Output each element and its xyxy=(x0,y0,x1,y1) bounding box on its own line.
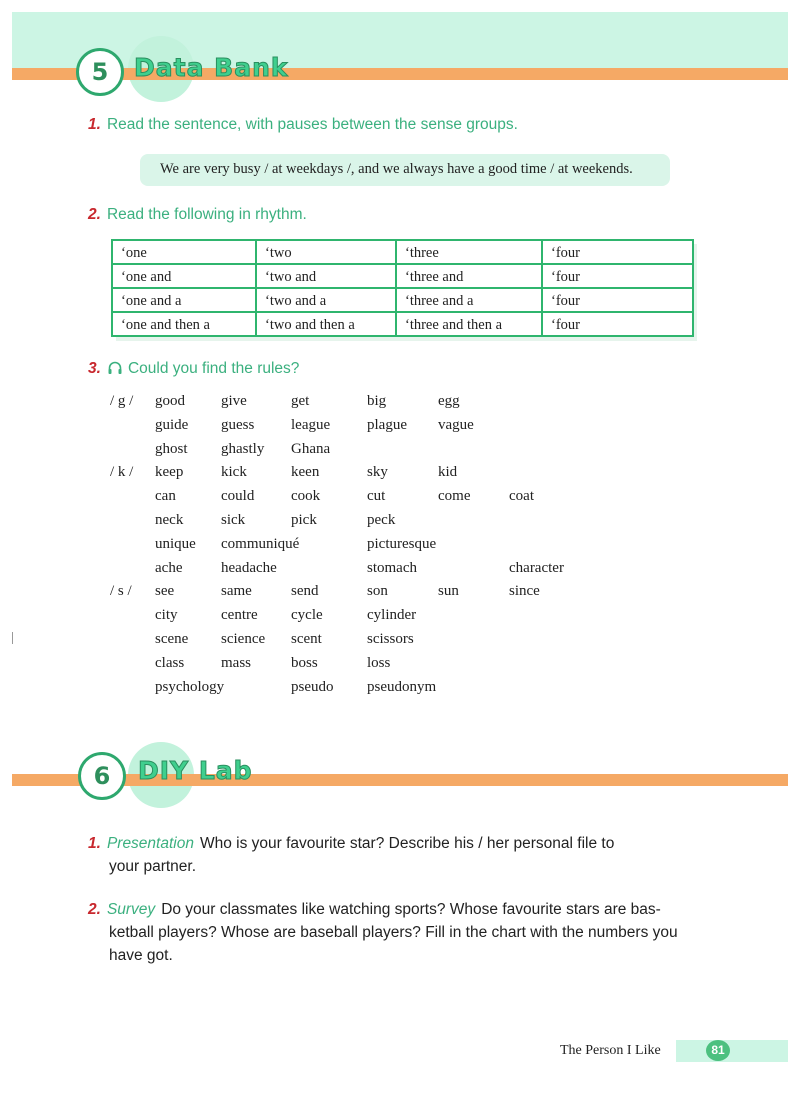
task-2-text: Read the following in rhythm. xyxy=(106,206,307,223)
table-cell: ‘two xyxy=(256,240,396,264)
example-word: get xyxy=(291,393,310,409)
example-word: unique xyxy=(155,535,196,552)
section-6-title: DIY Lab xyxy=(138,756,253,785)
example-word: centre xyxy=(221,607,258,624)
task-2-number: 2. xyxy=(88,206,101,223)
example-word: see xyxy=(155,583,175,600)
diy-task-2-number: 2. xyxy=(88,901,101,918)
table-cell: ‘two and xyxy=(256,264,396,288)
diy-task-2-keyword: Survey xyxy=(106,901,156,918)
example-word: cut xyxy=(367,488,386,505)
table-cell: ‘one xyxy=(112,240,256,264)
task-1-instruction xyxy=(88,116,518,134)
example-word: neck xyxy=(155,512,184,528)
section-6-number: 6 xyxy=(93,762,111,790)
table-cell: ‘one and xyxy=(112,264,256,288)
diy-task-1-line-1: Who is your favourite star? Describe his / her personal file to xyxy=(199,835,615,852)
table-cell: ‘four xyxy=(542,240,693,264)
diy-task-1-number: 1. xyxy=(88,835,101,852)
example-word: cylinder xyxy=(367,607,417,624)
example-word: vague xyxy=(438,416,474,433)
example-word: league xyxy=(291,416,331,433)
rhythm-table xyxy=(111,239,694,337)
example-word: character xyxy=(509,559,564,576)
example-word: kid xyxy=(438,464,458,481)
table-cell: ‘three xyxy=(396,240,542,264)
example-word: good xyxy=(155,393,185,409)
table-cell: ‘one and then a xyxy=(112,312,256,336)
example-word: could xyxy=(221,488,255,505)
example-word: guess xyxy=(221,416,255,433)
example-word: since xyxy=(509,583,540,600)
example-word: scissors xyxy=(367,631,414,647)
table-cell: ‘three and xyxy=(396,264,542,288)
example-word: ache xyxy=(155,559,183,576)
example-word: keep xyxy=(155,464,184,481)
table-row xyxy=(112,264,693,288)
footer-band xyxy=(676,1040,788,1062)
example-word: sky xyxy=(367,464,388,481)
example-word: give xyxy=(221,393,247,409)
example-word: pseudo xyxy=(291,678,334,695)
task-2-instruction xyxy=(88,206,307,224)
task-3-number: 3. xyxy=(88,360,101,377)
example-word: egg xyxy=(438,393,460,409)
section-6-number-badge xyxy=(78,752,126,800)
sound-label: / g / xyxy=(110,393,134,409)
example-word: same xyxy=(221,583,252,600)
example-word: scent xyxy=(291,631,322,647)
example-word: mass xyxy=(221,654,251,671)
diy-task-2 xyxy=(88,898,678,967)
table-cell: ‘two and a xyxy=(256,288,396,312)
sound-label: / k / xyxy=(110,464,134,481)
example-word: picturesque xyxy=(367,535,437,552)
example-word: can xyxy=(155,488,176,505)
example-word: coat xyxy=(509,488,534,505)
table-cell: ‘three and a xyxy=(396,288,542,312)
task-1-text: Read the sentence, with pauses between the sense groups. xyxy=(106,116,518,133)
example-word: plague xyxy=(367,416,407,433)
table-cell: ‘three and then a xyxy=(396,312,542,336)
diy-task-2-line-1: Do your classmates like watching sports? Whose favourite stars are bas- xyxy=(161,901,661,918)
margin-mark xyxy=(12,632,13,644)
section-5-bar xyxy=(12,68,788,80)
example-word: come xyxy=(438,488,471,505)
diy-task-1-keyword: Presentation xyxy=(106,835,194,852)
task-1-number: 1. xyxy=(88,116,101,133)
example-word: stomach xyxy=(367,559,417,576)
example-word: psychology xyxy=(155,678,225,695)
example-word: cycle xyxy=(291,607,323,624)
example-word: sun xyxy=(438,583,459,600)
sentence-box: We are very busy / at weekdays /, and we always have a good time / at weekends. xyxy=(140,154,670,186)
example-word: send xyxy=(291,583,319,600)
example-word: loss xyxy=(367,654,391,671)
example-word: cook xyxy=(291,488,321,505)
diy-task-1 xyxy=(88,832,614,878)
page-number: 81 xyxy=(706,1040,730,1061)
example-word: kick xyxy=(221,464,247,481)
table-cell: ‘four xyxy=(542,264,693,288)
example-word: boss xyxy=(291,654,318,671)
example-word: ghost xyxy=(155,440,188,457)
example-word: communiqué xyxy=(221,535,300,552)
example-word: keen xyxy=(291,464,320,481)
section-6-bar xyxy=(12,774,788,786)
table-row xyxy=(112,240,693,264)
example-word: son xyxy=(367,583,388,600)
example-word: headache xyxy=(221,559,277,576)
example-word: city xyxy=(155,607,178,624)
example-word: science xyxy=(221,631,266,647)
headphone-icon[interactable] xyxy=(107,360,123,376)
example-word: class xyxy=(155,654,185,671)
table-cell: ‘one and a xyxy=(112,288,256,312)
table-cell: ‘four xyxy=(542,288,693,312)
example-word: sick xyxy=(221,512,246,528)
section-5-number: 5 xyxy=(91,58,109,86)
table-cell: ‘four xyxy=(542,312,693,336)
example-word: pick xyxy=(291,512,317,528)
diy-task-1-line-2: your partner. xyxy=(109,858,197,875)
section-5-title: Data Bank xyxy=(134,53,289,82)
example-word: pseudonym xyxy=(367,678,437,695)
footer-unit-title: The Person I Like xyxy=(560,1043,661,1058)
sound-label: / s / xyxy=(110,583,132,600)
table-cell: ‘two and then a xyxy=(256,312,396,336)
table-row xyxy=(112,312,693,336)
example-word: Ghana xyxy=(291,440,331,457)
example-word: ghastly xyxy=(221,440,265,457)
diy-task-2-line-2: ketball players? Whose are baseball players? Fill in the chart with the numbers you xyxy=(109,924,678,941)
task-3-text: Could you find the rules? xyxy=(127,360,300,377)
table-row xyxy=(112,288,693,312)
example-word: guide xyxy=(155,416,189,433)
task-3-instruction xyxy=(88,360,299,378)
example-word: peck xyxy=(367,512,396,528)
example-word: big xyxy=(367,393,387,409)
diy-task-2-line-3: have got. xyxy=(109,947,173,964)
section-5-number-badge xyxy=(76,48,124,96)
example-word: scene xyxy=(155,631,189,647)
